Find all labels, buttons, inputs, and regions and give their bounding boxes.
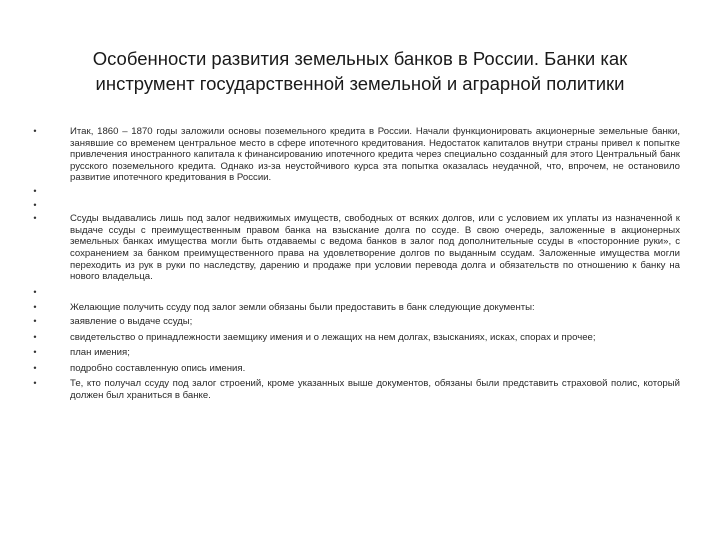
list-item <box>30 213 680 283</box>
list-item <box>30 302 680 314</box>
list-item <box>30 332 680 344</box>
bullet-list <box>30 126 680 401</box>
bullet-marker: • <box>33 302 37 313</box>
bullet-marker: • <box>33 331 37 342</box>
list-item <box>30 347 680 359</box>
bullet-marker: • <box>33 213 37 224</box>
bullet-marker: • <box>33 286 37 297</box>
empty-list-item <box>30 287 680 299</box>
list-item <box>30 126 680 184</box>
list-item <box>30 316 680 328</box>
list-item-text: Желающие получить ссуду под залог земли обязаны были предоставить в банк следующие документы: <box>70 302 535 314</box>
title-line: инструмент государственной земельной и аграрной политики <box>95 73 625 94</box>
bullet-marker: • <box>33 362 37 373</box>
bullet-marker: • <box>33 185 37 196</box>
title-line: Особенности развития земельных банков в России. Банки как <box>92 48 628 69</box>
bullet-marker: • <box>33 378 37 389</box>
empty-list-item <box>30 186 680 198</box>
list-item-text: подробно составленную опись имения. <box>70 362 246 374</box>
list-item-text: свидетельство о принадлежности заемщику имения и о лежащих на нем долгах, взысканиях, исках, спорах и прочее; <box>70 331 596 343</box>
list-item-text: Итак, 1860 – 1870 годы заложили основы поземельного кредита в России. Начали функционировать акционерные земельные банки, занявшие со временем центральное место в сфере ипотечного кредитования. Недостаток капиталов внутри страны привел к попытке привлечения иностранного капитала к финансированию ипотечного кредита через специально созданный для этого Центральный банк русского поземельного кредита. Однако из-за неустойчивого курса эта попытка оказалась неудачной, что, впрочем, не остановило развитие ипотечного кредитования в России. <box>70 126 680 184</box>
bullet-marker: • <box>33 126 37 136</box>
list-item-text: план имения; <box>70 347 130 359</box>
bullet-marker: • <box>33 347 37 358</box>
empty-list-item <box>30 200 680 212</box>
list-item <box>30 378 680 401</box>
slide-title <box>40 46 680 96</box>
list-item <box>30 363 680 375</box>
list-item-text: заявление о выдаче ссуды; <box>70 315 193 327</box>
list-item-text: Ссуды выдавались лишь под залог недвижимых имуществ, свободных от всяких долгов, или с условием их уплаты из назначенной к выдаче ссуды с преимущественным правом банка на взыскание долга по ссуде. В свою очередь, заложенные в акционерных земельных банках имущества могли быть отдаваемы с ведома банков в залог под дополнительные ссуды в «посторонние руки», с сохранением за банком преимущественного права на удовлетворение долгов по выданным ссудам. Заложенные имущества могли переходить из рук в руки по наследству, дарению и продаже при условии перевода долга и обязательств по отношению к банку на нового владельца. <box>70 213 680 283</box>
bullet-marker: • <box>33 199 37 210</box>
list-item-text: Те, кто получал ссуду под залог строений, кроме указанных выше документов, обязаны были представить страховой полис, который должен был храниться в банке. <box>70 378 680 401</box>
bullet-marker: • <box>33 315 37 326</box>
